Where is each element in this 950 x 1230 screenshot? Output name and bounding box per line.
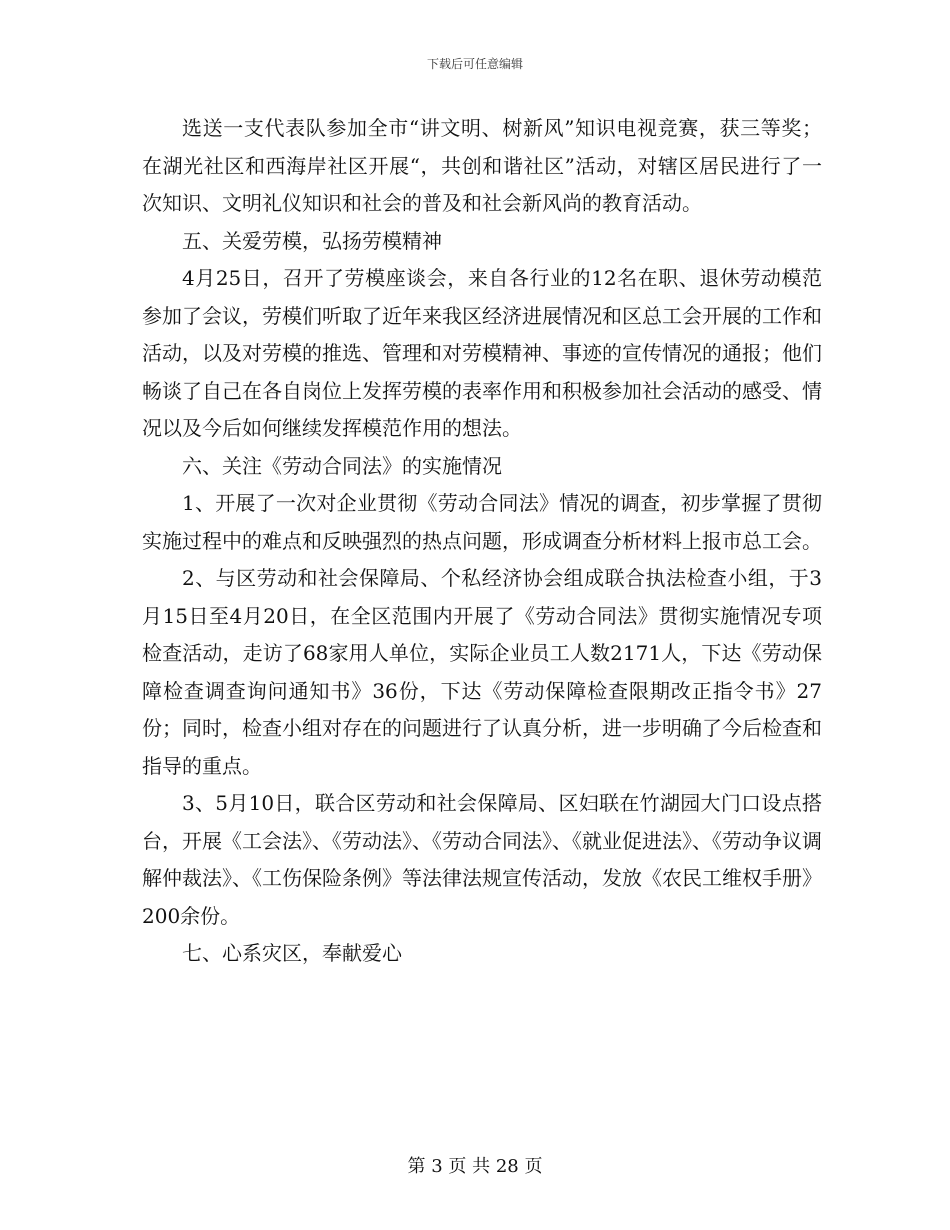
section-heading-6: 六、关注《劳动合同法》的实施情况 bbox=[182, 453, 502, 478]
section-heading-5: 五、关爱劳模，弘扬劳模精神 bbox=[182, 228, 442, 253]
paragraph-item-2: 2、与区劳动和社会保障局、个私经济协会组成联合执法检查小组，于3月15日至4月20日，在全区范围内开展了《劳动合同法》贯彻实施情况专项检查活动，走访了68家用人单位，实际企业员工人数2171人，下达《劳动保障检查调查询问通知书》36份，下达《劳动保障检查限期改正指令书》27份；同时，检查小组对存在的问题进行了认真分析，进一步明确了今后检查和指导的重点。 bbox=[142, 566, 822, 778]
paragraph-continuation: 选送一支代表队参加全市“讲文明、树新风”知识电视竞赛，获三等奖；在湖光社区和西海岸社区开展“，共创和谐社区”活动，对辖区居民进行了一次知识、文明礼仪知识和社会的普及和社会新风尚的教育活动。 bbox=[142, 116, 822, 215]
page-footer: 第 3 页 共 28 页 bbox=[407, 1156, 543, 1177]
section-heading-7: 七、心系灾区，奉献爱心 bbox=[182, 941, 402, 965]
document-body bbox=[142, 110, 822, 973]
page-header: 下载后可任意编辑 bbox=[426, 57, 523, 71]
paragraph-item-3: 3、5月10日，联合区劳动和社会保障局、区妇联在竹湖园大门口设点搭台，开展《工会法》、《劳动法》、《劳动合同法》、《就业促进法》、《劳动争议调解仲裁法》、《工伤保险条例》等法律法规宣传活动，发放《农民工维权手册》200余份。 bbox=[142, 791, 822, 928]
paragraph-labor-models: 4月25日，召开了劳模座谈会，来自各行业的12名在职、退休劳动模范参加了会议，劳模们听取了近年来我区经济进展情况和区总工会开展的工作和活动，以及对劳模的推选、管理和对劳模精神、事迹的宣传情况的通报；他们畅谈了自己在各自岗位上发挥劳模的表率作用和积极参加社会活动的感受、情况以及今后如何继续发挥模范作用的想法。 bbox=[142, 266, 822, 440]
paragraph-item-1: 1、开展了一次对企业贯彻《劳动合同法》情况的调查，初步掌握了贯彻实施过程中的难点和反映强烈的热点问题，形成调查分析材料上报市总工会。 bbox=[142, 491, 822, 553]
